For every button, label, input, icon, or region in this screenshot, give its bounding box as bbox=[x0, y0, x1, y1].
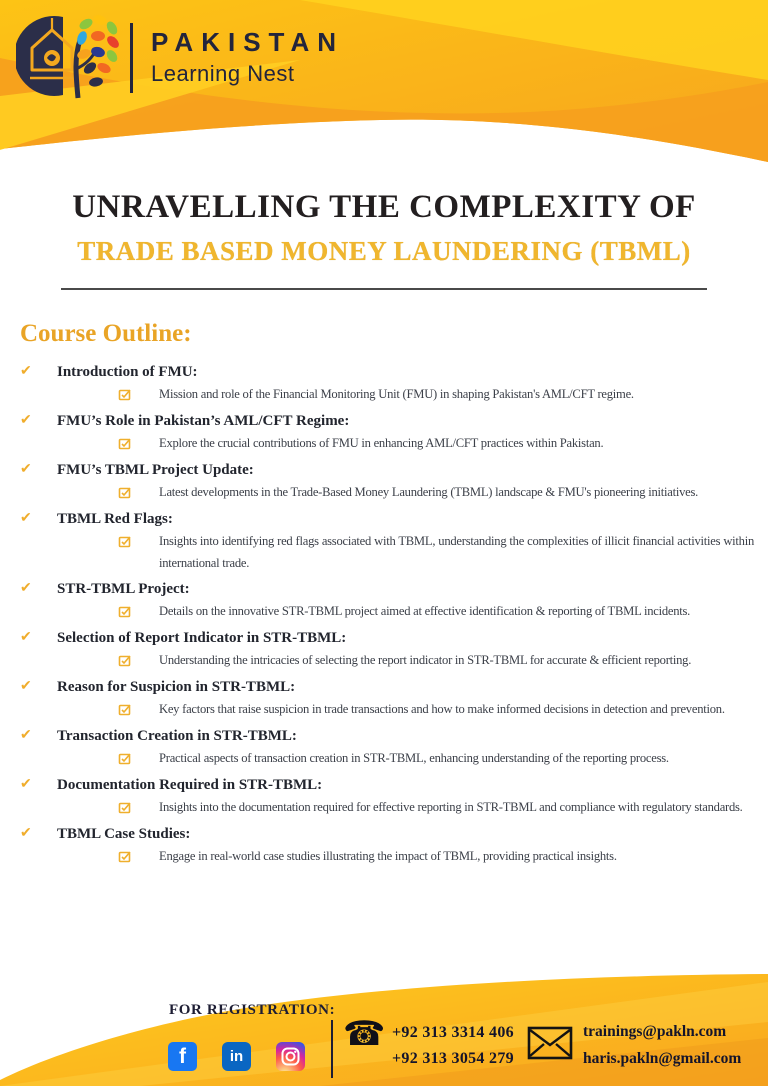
checkbox-pencil-icon bbox=[118, 530, 159, 553]
list-item bbox=[0, 627, 768, 672]
check-icon: ✔ bbox=[20, 728, 32, 743]
check-icon: ✔ bbox=[20, 511, 32, 526]
instagram-icon[interactable] bbox=[276, 1042, 305, 1071]
check-icon: ✔ bbox=[20, 413, 32, 428]
outline-item-detail: Explore the crucial contributions of FMU in enhancing AML/CFT practices within Pakistan. bbox=[159, 436, 604, 450]
check-icon: ✔ bbox=[20, 581, 32, 596]
outline-item-detail: Insights into the documentation required for effective reporting in STR-TBML and compliance with regulatory standards. bbox=[159, 800, 743, 814]
brand-tagline: Learning Nest bbox=[151, 60, 295, 86]
page-title-line2: TRADE BASED MONEY LAUNDERING (TBML) bbox=[77, 236, 691, 266]
footer bbox=[0, 966, 768, 1086]
brand-logo-block bbox=[16, 12, 344, 100]
check-icon: ✔ bbox=[20, 462, 32, 477]
linkedin-glyph: in bbox=[229, 1048, 244, 1065]
phone-number[interactable]: +92 313 3314 406 bbox=[392, 1024, 514, 1041]
outline-item-title: FMU’s Role in Pakistan’s AML/CFT Regime: bbox=[57, 413, 350, 429]
outline-item-detail: Mission and role of the Financial Monitoring Unit (FMU) in shaping Pakistan's AML/CFT regime. bbox=[159, 387, 634, 401]
checkbox-pencil-icon bbox=[118, 845, 159, 868]
check-icon: ✔ bbox=[20, 777, 32, 792]
outline-item-title: Documentation Required in STR-TBML: bbox=[57, 777, 323, 793]
checkbox-pencil-icon bbox=[118, 432, 159, 455]
check-icon: ✔ bbox=[20, 679, 32, 694]
email-icon bbox=[527, 1026, 573, 1060]
instagram-camera-glyph bbox=[281, 1047, 300, 1066]
outline-item-title: Reason for Suspicion in STR-TBML: bbox=[57, 679, 296, 695]
title-divider bbox=[61, 288, 707, 290]
outline-item-detail: Key factors that raise suspicion in trade transactions and how to make informed decisions in detection and prevention. bbox=[159, 702, 725, 716]
phone-number[interactable]: +92 313 3054 279 bbox=[392, 1050, 514, 1067]
list-item bbox=[0, 676, 768, 721]
checkbox-pencil-icon bbox=[118, 649, 159, 672]
facebook-icon[interactable] bbox=[168, 1042, 197, 1071]
outline-item-detail: Details on the innovative STR-TBML project aimed at effective identification & reporting of TBML incidents. bbox=[159, 604, 691, 618]
list-item bbox=[0, 459, 768, 504]
outline-item-title: Transaction Creation in STR-TBML: bbox=[57, 728, 297, 744]
outline-item-detail: Insights into identifying red flags associated with TBML, understanding the complexities of illicit financial activities within international trade. bbox=[159, 534, 754, 570]
learning-nest-logo-icon bbox=[16, 12, 120, 100]
footer-divider bbox=[331, 1020, 333, 1078]
phone-icon: ☎ bbox=[343, 1016, 386, 1053]
outline-item-title: Introduction of FMU: bbox=[57, 364, 198, 380]
outline-item-detail: Understanding the intricacies of selecting the report indicator in STR-TBML for accurate & efficient reporting. bbox=[159, 653, 692, 667]
check-icon: ✔ bbox=[20, 364, 32, 379]
email-addresses bbox=[583, 1018, 741, 1072]
check-icon: ✔ bbox=[20, 826, 32, 841]
list-item bbox=[0, 410, 768, 455]
outline-item-title: Selection of Report Indicator in STR-TBML: bbox=[57, 630, 347, 646]
checkbox-pencil-icon bbox=[118, 481, 159, 504]
checkbox-pencil-icon bbox=[118, 796, 159, 819]
checkbox-pencil-icon bbox=[118, 747, 159, 770]
logo-divider bbox=[130, 23, 133, 93]
outline-item-title: FMU’s TBML Project Update: bbox=[57, 462, 254, 478]
brand-name: PAKISTAN bbox=[151, 26, 345, 57]
email-address[interactable]: trainings@pakln.com bbox=[583, 1023, 727, 1040]
outline-item-detail: Engage in real-world case studies illustrating the impact of TBML, providing practical insights. bbox=[159, 849, 617, 863]
course-outline-list bbox=[0, 361, 768, 868]
list-item bbox=[0, 774, 768, 819]
checkbox-pencil-icon bbox=[118, 698, 159, 721]
brand-wordmark bbox=[151, 27, 344, 86]
list-item bbox=[0, 578, 768, 623]
course-outline-section bbox=[0, 320, 768, 872]
list-item bbox=[0, 508, 768, 574]
title-block bbox=[0, 189, 768, 290]
page-title-line1: UNRAVELLING THE COMPLEXITY OF bbox=[72, 189, 696, 225]
registration-label: FOR REGISTRATION: bbox=[169, 1002, 336, 1018]
list-item bbox=[0, 823, 768, 868]
phone-numbers bbox=[392, 1020, 514, 1072]
outline-item-detail: Latest developments in the Trade-Based Money Laundering (TBML) landscape & FMU's pioneering initiatives. bbox=[159, 485, 699, 499]
check-icon: ✔ bbox=[20, 630, 32, 645]
outline-item-title: TBML Case Studies: bbox=[57, 826, 191, 842]
course-outline-heading: Course Outline: bbox=[20, 320, 192, 347]
outline-item-title: STR-TBML Project: bbox=[57, 581, 190, 597]
linkedin-icon[interactable] bbox=[222, 1042, 251, 1071]
checkbox-pencil-icon bbox=[118, 383, 159, 406]
checkbox-pencil-icon bbox=[118, 600, 159, 623]
outline-item-title: TBML Red Flags: bbox=[57, 511, 173, 527]
list-item bbox=[0, 725, 768, 770]
outline-item-detail: Practical aspects of transaction creation in STR-TBML, enhancing understanding of the reporting process. bbox=[159, 751, 669, 765]
list-item bbox=[0, 361, 768, 406]
facebook-glyph: f bbox=[179, 1044, 186, 1068]
email-address[interactable]: haris.pakln@gmail.com bbox=[583, 1050, 742, 1067]
